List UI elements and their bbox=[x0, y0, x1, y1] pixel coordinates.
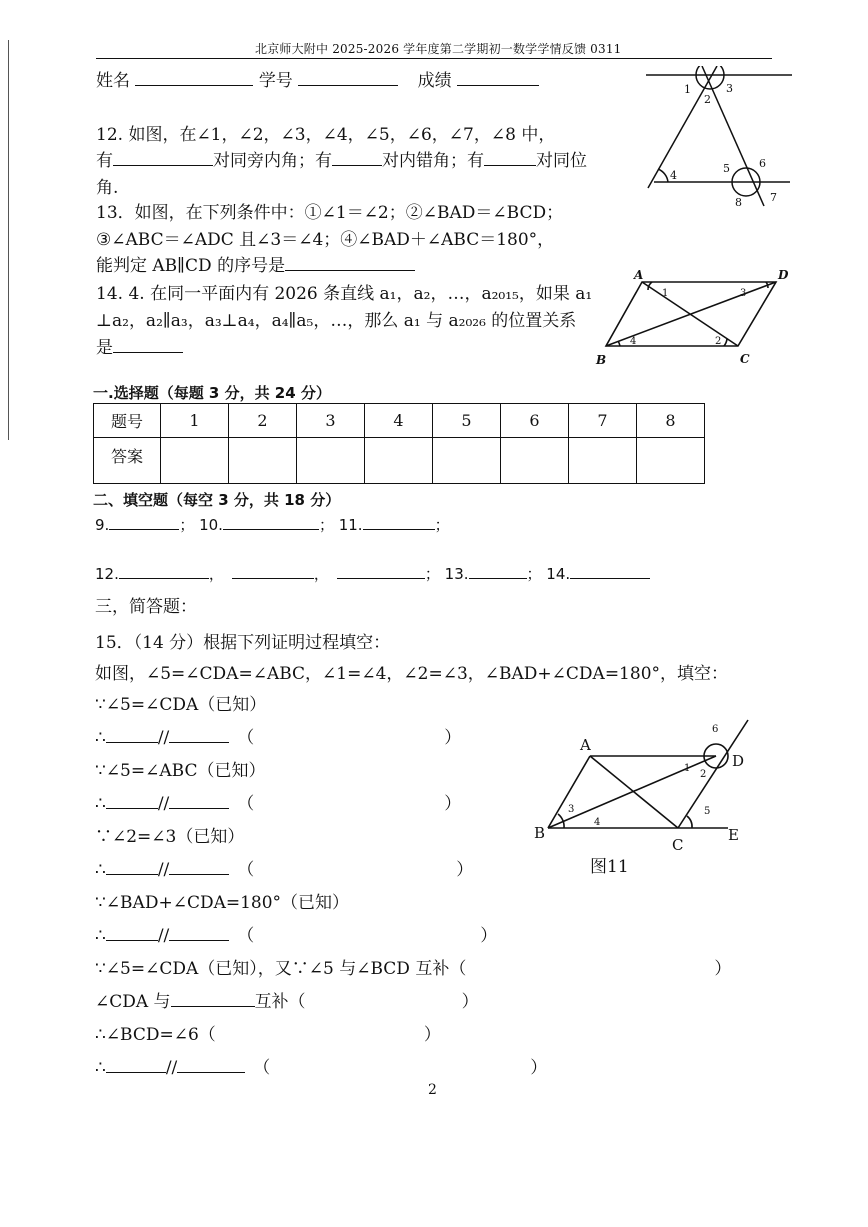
q14-blank[interactable] bbox=[113, 338, 183, 353]
fill-row-2 bbox=[95, 563, 650, 584]
fill-sep: ； bbox=[434, 516, 450, 534]
fig2-label-D: D bbox=[778, 268, 789, 282]
paren: ） bbox=[456, 860, 474, 880]
fig1-label-1: 1 bbox=[684, 83, 691, 96]
fill-number: ； 13. bbox=[424, 565, 469, 583]
fig3-label-2: 2 bbox=[700, 769, 707, 780]
fig1-label-6: 6 bbox=[759, 157, 766, 170]
section-fill-title: 二、填空题（每空 3 分，共 18 分） bbox=[93, 491, 341, 509]
fig2-label-C: C bbox=[740, 352, 750, 366]
header-rule bbox=[96, 58, 772, 59]
q12-text: 有 bbox=[96, 151, 113, 171]
paren: ） bbox=[444, 728, 462, 748]
answer-cell[interactable] bbox=[229, 438, 297, 484]
fig1-label-2: 2 bbox=[704, 93, 711, 106]
fill-blank-9[interactable] bbox=[109, 515, 179, 530]
score-label: 成绩 bbox=[417, 71, 452, 91]
paren: （ bbox=[237, 794, 255, 814]
table-header-cell: 答案 bbox=[94, 438, 161, 484]
paren: （ bbox=[253, 1058, 271, 1078]
paren: ） bbox=[714, 959, 732, 979]
name-label: 姓名 bbox=[96, 71, 130, 91]
fill-sep: ， bbox=[313, 565, 329, 583]
fill-sep: ， bbox=[208, 565, 224, 583]
fill-number: 9. bbox=[95, 516, 110, 534]
table-number-cell: 8 bbox=[637, 404, 705, 438]
parallel-sign: // bbox=[165, 1058, 178, 1078]
proof-step-1: ∵∠5=∠CDA（已知） bbox=[95, 695, 267, 715]
q12-blank-1[interactable] bbox=[113, 151, 213, 166]
fill-row-1 bbox=[95, 514, 450, 535]
name-blank[interactable] bbox=[135, 71, 253, 86]
proof-step-9 bbox=[95, 954, 731, 979]
table-row bbox=[94, 404, 705, 438]
fig3-label-1: 1 bbox=[684, 763, 691, 774]
proof-blank[interactable] bbox=[177, 1058, 245, 1073]
q13-line2: ③∠ABC＝∠ADC 且∠3＝∠4；④∠BAD＋∠ABC＝180°， bbox=[96, 230, 555, 250]
paren: ） bbox=[444, 794, 462, 814]
table-number-cell: 7 bbox=[569, 404, 637, 438]
proof-step-7: ∵∠BAD+∠CDA=180°（已知） bbox=[95, 893, 350, 913]
therefore-sign: ∴ bbox=[95, 794, 106, 814]
q13-blank[interactable] bbox=[285, 256, 415, 271]
paren: ） bbox=[530, 1058, 548, 1078]
fill-number: 12. bbox=[95, 565, 119, 583]
page-header: 北京师大附中 2025-2026 学年度第二学期初一数学学情反馈 0311 bbox=[255, 42, 622, 56]
table-number-cell: 4 bbox=[365, 404, 433, 438]
q12-line1: 12. 如图，在∠1，∠2，∠3，∠4，∠5，∠6，∠7，∠8 中， bbox=[96, 125, 556, 145]
paren: ） bbox=[461, 992, 479, 1012]
answer-cell[interactable] bbox=[569, 438, 637, 484]
fill-blank-13[interactable] bbox=[469, 564, 527, 579]
q12-blank-3[interactable] bbox=[484, 151, 536, 166]
proof-step-4 bbox=[95, 789, 461, 814]
fig1-label-4: 4 bbox=[670, 169, 677, 182]
therefore-sign: ∴ bbox=[95, 728, 106, 748]
proof-text: 互补（ bbox=[254, 992, 306, 1012]
proof-step-2 bbox=[95, 723, 461, 748]
fill-number: ； 10. bbox=[179, 516, 223, 534]
therefore-sign: ∴ bbox=[95, 860, 106, 880]
fig2-label-B: B bbox=[596, 353, 607, 367]
proof-blank[interactable] bbox=[106, 794, 158, 809]
fig3-label-E: E bbox=[728, 826, 739, 844]
q15-title: 15．（14 分）根据下列证明过程填空： bbox=[95, 633, 391, 653]
q14-line1: 14. 4. 在同一平面内有 2026 条直线 a₁，a₂，…，a₂₀₁₅，如果 a₁ bbox=[96, 284, 593, 304]
fig3-label-C: C bbox=[672, 836, 684, 854]
q13-line1: 13．如图，在下列条件中：①∠1＝∠2；②∠BAD＝∠BCD； bbox=[96, 203, 564, 223]
q12-text: 对同位 bbox=[536, 151, 587, 171]
q12-text: 对内错角；有 bbox=[382, 151, 484, 171]
proof-step-12 bbox=[95, 1053, 547, 1078]
fill-blank-12b[interactable] bbox=[232, 564, 314, 579]
paren: ） bbox=[423, 1025, 441, 1045]
parallel-sign: // bbox=[157, 728, 170, 748]
proof-blank[interactable] bbox=[169, 926, 229, 941]
parallel-sign: // bbox=[157, 794, 170, 814]
proof-blank[interactable] bbox=[169, 860, 229, 875]
fill-blank-12a[interactable] bbox=[119, 564, 209, 579]
proof-blank[interactable] bbox=[169, 728, 229, 743]
proof-step-8 bbox=[95, 921, 497, 946]
score-blank[interactable] bbox=[457, 71, 539, 86]
answer-cell[interactable] bbox=[501, 438, 569, 484]
parallel-sign: // bbox=[157, 926, 170, 946]
id-label: 学号 bbox=[258, 71, 293, 91]
proof-step-5: ∵∠2=∠3（已知） bbox=[95, 827, 245, 847]
figure-caption: 图11 bbox=[590, 857, 629, 877]
q13-line3 bbox=[96, 251, 415, 276]
fig1-label-5: 5 bbox=[723, 162, 730, 175]
page-number: 2 bbox=[428, 1082, 437, 1098]
therefore-sign: ∴ bbox=[95, 1058, 106, 1078]
table-number-cell: 5 bbox=[433, 404, 501, 438]
figure-q13 bbox=[590, 264, 800, 372]
proof-text: ∵∠5=∠CDA（已知），又∵∠5 与∠BCD 互补（ bbox=[95, 959, 467, 979]
table-row bbox=[94, 438, 705, 484]
paren: ） bbox=[480, 926, 498, 946]
fig3-label-4: 4 bbox=[594, 817, 601, 828]
fig3-label-A: A bbox=[580, 736, 591, 754]
fill-number: ； 11. bbox=[318, 516, 363, 534]
q12-text: 对同旁内角；有 bbox=[213, 151, 332, 171]
table-number-cell: 1 bbox=[161, 404, 229, 438]
proof-blank[interactable] bbox=[169, 794, 229, 809]
fig1-label-3: 3 bbox=[726, 82, 733, 95]
fig3-label-5: 5 bbox=[704, 806, 711, 817]
proof-text: ∠CDA 与 bbox=[95, 992, 171, 1012]
parallel-sign: // bbox=[157, 860, 170, 880]
fig3-label-6: 6 bbox=[712, 724, 719, 735]
q15-given: 如图，∠5=∠CDA=∠ABC，∠1=∠4，∠2=∠3，∠BAD+∠CDA=180°，填空： bbox=[95, 664, 729, 684]
proof-step-6 bbox=[95, 855, 473, 880]
answer-cell[interactable] bbox=[161, 438, 229, 484]
table-number-cell: 6 bbox=[501, 404, 569, 438]
answer-cell[interactable] bbox=[297, 438, 365, 484]
figure-q12 bbox=[640, 66, 800, 216]
fill-blank-12c[interactable] bbox=[337, 564, 425, 579]
fig2-label-2: 2 bbox=[715, 336, 722, 347]
fig2-label-4: 4 bbox=[630, 336, 637, 347]
section-answer-title: 三，简答题： bbox=[95, 597, 197, 617]
q12-blank-2[interactable] bbox=[332, 151, 382, 166]
proof-text: ∴∠BCD=∠6（ bbox=[95, 1025, 216, 1045]
fig1-label-8: 8 bbox=[735, 196, 742, 209]
fig1-label-7: 7 bbox=[770, 191, 777, 204]
table-number-cell: 2 bbox=[229, 404, 297, 438]
q13-text: 能判定 AB∥CD 的序号是 bbox=[96, 256, 286, 276]
q14-line3 bbox=[96, 333, 183, 358]
figure-11 bbox=[528, 716, 768, 878]
answer-cell[interactable] bbox=[433, 438, 501, 484]
fill-blank-11[interactable] bbox=[363, 515, 435, 530]
fig3-label-B: B bbox=[534, 824, 546, 842]
proof-blank[interactable] bbox=[171, 992, 255, 1007]
section-choice-title: 一.选择题（每题 3 分，共 24 分） bbox=[93, 384, 331, 402]
info-line bbox=[96, 66, 539, 91]
proof-blank[interactable] bbox=[106, 926, 158, 941]
proof-blank[interactable] bbox=[106, 860, 158, 875]
answer-cell[interactable] bbox=[637, 438, 705, 484]
fig3-label-3: 3 bbox=[568, 804, 575, 815]
paren: （ bbox=[237, 728, 255, 748]
q12-line3: 角. bbox=[96, 178, 119, 198]
paren: （ bbox=[237, 926, 255, 946]
proof-step-11 bbox=[95, 1020, 441, 1045]
fig2-label-A: A bbox=[634, 268, 644, 282]
fill-blank-14[interactable] bbox=[570, 564, 650, 579]
fig3-label-D: D bbox=[732, 752, 745, 770]
paren: （ bbox=[237, 860, 255, 880]
answer-table bbox=[93, 403, 705, 484]
page-edge bbox=[8, 40, 9, 440]
fill-number: ； 14. bbox=[526, 565, 571, 583]
proof-step-10 bbox=[95, 987, 479, 1012]
fig2-label-3: 3 bbox=[740, 288, 747, 299]
proof-blank[interactable] bbox=[106, 1058, 166, 1073]
answer-cell[interactable] bbox=[365, 438, 433, 484]
table-header-cell: 题号 bbox=[94, 404, 161, 438]
fig2-label-1: 1 bbox=[662, 288, 669, 299]
proof-blank[interactable] bbox=[106, 728, 158, 743]
therefore-sign: ∴ bbox=[95, 926, 106, 946]
id-blank[interactable] bbox=[298, 71, 398, 86]
q14-line2: ⊥a₂，a₂∥a₃，a₃⊥a₄，a₄∥a₅，…，那么 a₁ 与 a₂₀₂₆ 的位置关系 bbox=[96, 311, 577, 331]
table-number-cell: 3 bbox=[297, 404, 365, 438]
q12-line2 bbox=[96, 146, 587, 171]
proof-step-3: ∵∠5=∠ABC（已知） bbox=[95, 761, 266, 781]
fill-blank-10[interactable] bbox=[223, 515, 319, 530]
q14-text: 是 bbox=[96, 338, 113, 358]
